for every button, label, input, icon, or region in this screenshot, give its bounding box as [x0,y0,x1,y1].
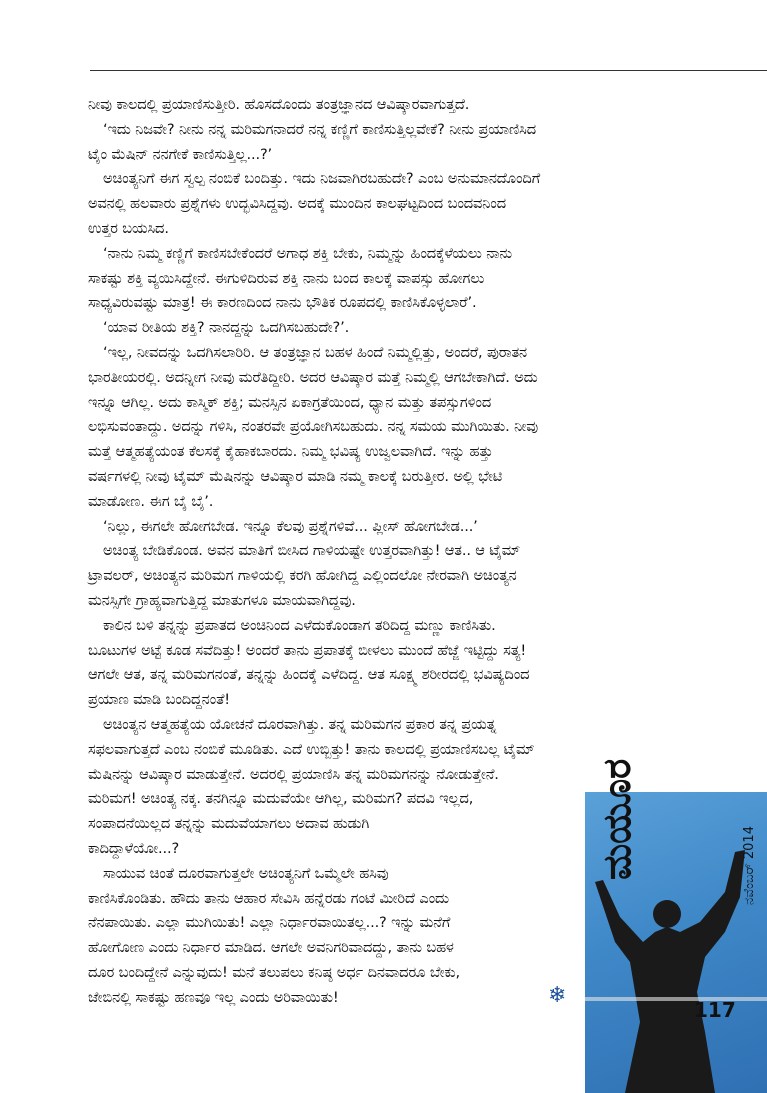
text-line: ಆಗಲೇ ಆತ, ತನ್ನ ಮರಿಮಗನಂತೆ, ತನ್ನನ್ನು ಹಿಂದಕ್ಕೆ ಎಳೆದಿದ್ದ. ಆತ ಸೂಕ್ಷ್ಮ ಶರೀರದಲ್ಲಿ ಭವಿಷ್ಯದಿಂದ [88,666,530,684]
snowflake-ornament-icon: ❄ [548,983,567,1008]
header-rule [90,70,767,71]
text-line: ‘ಯಾವ ರೀತಿಯ ಶಕ್ತಿ? ನಾನದ್ದನ್ನು ಒದಗಿಸಬಹುದೇ?’. [103,319,350,337]
page-number: 117 [694,998,736,1022]
text-line: ಮತ್ತೆ ಆತ್ಮಹತ್ಯೆಯಂತ ಕೆಲಸಕ್ಕೆ ಕೈಹಾಕಬಾರದು. ನಿಮ್ಮ ಭವಿಷ್ಯ ಉಜ್ವಲವಾಗಿದೆ. ಇನ್ನು ಹತ್ತು [88,443,493,461]
text-line: ‘ನಿಲ್ಲು, ಈಗಲೇ ಹೋಗಬೇಡ. ಇನ್ನೂ ಕೆಲವು ಪ್ರಶ್ನೆಗಳಿವೆ... ಪ್ಲೀಸ್ ಹೋಗಬೇಡ...’ [103,517,478,535]
issue-date: ನವೆಂಬರ್ 2014 [742,826,757,905]
text-line: ಕಾಣಿಸಿಕೊಂಡಿತು. ಹೌದು ತಾನು ಆಹಾರ ಸೇವಿಸಿ ಹನ್ನೆರಡು ಗಂಟೆ ಮೀರಿದೆ ಎಂದು [88,889,449,907]
text-line: ಉತ್ತರ ಬಯಸಿದ. [88,219,169,237]
text-line: ಮಾಡೋಣ. ಈಗ ಬೈ ಬೈ’. [88,492,214,510]
text-line: ಸಂಪಾದನೆಯಿಲ್ಲದ ತನ್ನನ್ನು ಮದುವೆಯಾಗಲು ಅದಾವ ಹುಡುಗಿ [88,815,370,833]
text-line: ‘ಇಲ್ಲ, ನೀವದನ್ನು ಒದಗಿಸಲಾರಿರಿ. ಆ ತಂತ್ರಜ್ಞಾನ ಬಹಳ ಹಿಂದೆ ನಿಮ್ಮಲ್ಲಿತ್ತು, ಅಂದರೆ, ಪುರಾತನ [103,343,527,361]
text-line: ಜೇಬಿನಲ್ಲಿ ಸಾಕಷ್ಟು ಹಣವೂ ಇಲ್ಲ ಎಂದು ಅರಿವಾಯಿತು! [88,988,339,1006]
text-line: ಅಚಿಂತ್ಯನಿಗೆ ಈಗ ಸ್ವಲ್ಪ ನಂಬಿಕೆ ಬಂದಿತ್ತು. ಇದು ನಿಜವಾಗಿರಬಹುದೇ? ಎಂಬ ಅನುಮಾನದೊಂದಿಗೆ [103,170,541,188]
text-line: ಟ್ರಾವಲರ್, ಅಚಿಂತ್ಯನ ಮರಿಮಗ ಗಾಳಿಯಲ್ಲಿ ಕರಗಿ ಹೋಗಿದ್ದ ಎಲ್ಲಿಂದಲೋ ನೇರವಾಗಿ ಅಚಿಂತ್ಯನ [88,567,517,585]
text-line: ‘ಇದು ನಿಜವೇ? ನೀನು ನನ್ನ ಮರಿಮಗನಾದರೆ ನನ್ನ ಕಣ್ಣಿಗೆ ಕಾಣಿಸುತ್ತಿಲ್ಲವೇಕೆ? ನೀನು ಪ್ರಯಾಣಿಸಿದ [103,120,537,138]
text-line: ಸಫಲವಾಗುತ್ತದೆ ಎಂಬ ನಂಬಿಕೆ ಮೂಡಿತು. ಎದೆ ಉಬ್ಬಿತ್ತು! ತಾನು ಕಾಲದಲ್ಲಿ ಪ್ರಯಾಣಿಸಬಲ್ಲ ಟೈಮ್ [88,740,535,758]
text-line: ಲಭಿಸುವಂತಾದ್ದು. ಅದನ್ನು ಗಳಿಸಿ, ನಂತರವೇ ಪ್ರಯೋಗಿಸಬಹುದು. ನನ್ನ ಸಮಯ ಮುಗಿಯಿತು. ನೀವು [88,418,538,436]
text-line: ದೂರ ಬಂದಿದ್ದೇನೆ ಎನ್ನುವುದು! ಮನೆ ತಲುಪಲು ಕನಿಷ್ಠ ಅರ್ಧ ದಿನವಾದರೂ ಬೇಕು, [88,963,460,981]
text-line: ಸಾಯುವ ಚಿಂತೆ ದೂರವಾಗುತ್ತಲೇ ಅಚಿಂತ್ಯನಿಗೆ ಒಮ್ಮೆಲೇ ಹಸಿವು [103,864,389,882]
text-line: ಮನಸ್ಸಿಗೇ ಗ್ರಾಹ್ಯವಾಗುತ್ತಿದ್ದ ಮಾತುಗಳೂ ಮಾಯವಾಗಿದ್ದವು. [88,591,356,609]
text-line: ನೆನಪಾಯಿತು. ಎಲ್ಲಾ ಮುಗಿಯಿತು! ಎಲ್ಲಾ ನಿರ್ಧಾರವಾಯಿತಲ್ಲ...? ಇನ್ನು ಮನೆಗೆ [88,914,451,932]
text-line: ಅವನಲ್ಲಿ ಹಲವಾರು ಪ್ರಶ್ನೆಗಳು ಉದ್ಭವಿಸಿದ್ದವು. ಅದಕ್ಕೆ ಮುಂದಿನ ಕಾಲಘಟ್ಟದಿಂದ ಬಂದವನಿಂದ [88,195,506,213]
text-line: ಟೈಂ ಮೆಷಿನ್ ನನಗೇಕೆ ಕಾಣಿಸುತ್ತಿಲ್ಲ...?’ [88,145,273,163]
text-line: ಮೆಷಿನನ್ನು ಆವಿಷ್ಕಾರ ಮಾಡುತ್ತೇನೆ. ಅದರಲ್ಲಿ ಪ್ರಯಾಣಿಸಿ ತನ್ನ ಮರಿಮಗನನ್ನು ನೋಡುತ್ತೇನೆ. [88,765,499,783]
text-line: ಮರಿಮಗ! ಅಚಿಂತ್ಯ ನಕ್ಕ. ತನಗಿನ್ನೂ ಮದುವೆಯೇ ಆಗಿಲ್ಲ, ಮರಿಮಗ? ಪದವಿ ಇಲ್ಲದ, [88,790,474,808]
text-line: ಇನ್ನೂ ಆಗಿಲ್ಲ. ಅದು ಕಾಸ್ಮಿಕ್ ಶಕ್ತಿ; ಮನಸ್ಸಿನ ಏಕಾಗ್ರತೆಯಿಂದ, ಧ್ಯಾನ ಮತ್ತು ತಪಸ್ಸುಗಳಿಂದ [88,393,492,411]
text-line: ಬೂಟುಗಳ ಅಟ್ಟೆ ಕೂಡ ಸವೆದಿತ್ತು! ಅಂದರೆ ತಾನು ಪ್ರಪಾತಕ್ಕೆ ಬೀಳಲು ಮುಂದೆ ಹೆಜ್ಜೆ ಇಟ್ಟಿದ್ದು ಸತ್ಯ! [88,641,527,659]
text-line: ನೀವು ಕಾಲದಲ್ಲಿ ಪ್ರಯಾಣಿಸುತ್ತೀರಿ. ಹೊಸದೊಂದು ತಂತ್ರಜ್ಞಾನದ ಆವಿಷ್ಕಾರವಾಗುತ್ತದೆ. [88,96,470,113]
magazine-title: ಮಯೂರ [595,758,639,880]
text-line: ಪ್ರಯಾಣ ಮಾಡಿ ಬಂದಿದ್ದನಂತೆ! [88,691,230,709]
text-line: ಅಚಿಂತ್ಯನ ಆತ್ಮಹತ್ಯೆಯ ಯೋಚನೆ ದೂರವಾಗಿತ್ತು. ತನ್ನ ಮರಿಮಗನ ಪ್ರಕಾರ ತನ್ನ ಪ್ರಯತ್ನ [103,715,497,733]
text-line: ಹೋಗೋಣ ಎಂದು ನಿರ್ಧಾರ ಮಾಡಿದ. ಆಗಲೇ ಅವನಿಗರಿವಾದದ್ದು, ತಾನು ಬಹಳ [88,939,454,957]
text-line: ಕಾದಿದ್ದಾಳೆಯೋ...? [88,839,180,857]
text-line: ಸಾಕಷ್ಟು ಶಕ್ತಿ ವ್ಯಯಿಸಿದ್ದೇನೆ. ಈಗುಳಿದಿರುವ ಶಕ್ತಿ ನಾನು ಬಂದ ಕಾಲಕ್ಕೆ ವಾಪಸ್ಸು ಹೋಗಲು [88,269,485,287]
text-line: ಸಾಧ್ಯವಿರುವಷ್ಟು ಮಾತ್ರ! ಈ ಕಾರಣದಿಂದ ನಾನು ಭೌತಿಕ ರೂಪದಲ್ಲಿ ಕಾಣಿಸಿಕೊಳ್ಳಲಾರೆ’. [88,294,477,312]
text-line: ಭಾರತೀಯರಲ್ಲಿ. ಅದನ್ನೀಗ ನೀವು ಮರೆತಿದ್ದೀರಿ. ಅದರ ಆವಿಷ್ಕಾರ ಮತ್ತೆ ನಿಮ್ಮಲ್ಲಿ ಆಗಬೇಕಾಗಿದೆ. ಅದು [88,368,538,386]
text-line: ‘ನಾನು ನಿಮ್ಮ ಕಣ್ಣಿಗೆ ಕಾಣಿಸಬೇಕೆಂದರೆ ಅಗಾಧ ಶಕ್ತಿ ಬೇಕು, ನಿಮ್ಮನ್ನು ಹಿಂದಕ್ಕೆಳೆಯಲು ನಾನು [103,244,512,262]
text-line: ವರ್ಷಗಳಲ್ಲಿ ನೀವು ಟೈಮ್ ಮೆಷಿನನ್ನು ಆವಿಷ್ಕಾರ ಮಾಡಿ ನಮ್ಮ ಕಾಲಕ್ಕೆ ಬರುತ್ತೀರ. ಅಲ್ಲಿ ಭೇಟಿ [88,467,503,485]
text-line: ಕಾಲಿನ ಬಳಿ ತನ್ನನ್ನು ಪ್ರಪಾತದ ಅಂಚಿನಿಂದ ಎಳೆದುಕೊಂಡಾಗ ತರಿದಿದ್ದ ಮಣ್ಣು ಕಾಣಿಸಿತು. [103,616,496,634]
text-line: ಅಚಿಂತ್ಯ ಬೇಡಿಕೊಂಡ. ಅವನ ಮಾತಿಗೆ ಬೀಸಿದ ಗಾಳಿಯಷ್ಟೇ ಉತ್ತರವಾಗಿತ್ತು! ಆತ.. ಆ ಟೈಮ್ [103,542,521,560]
